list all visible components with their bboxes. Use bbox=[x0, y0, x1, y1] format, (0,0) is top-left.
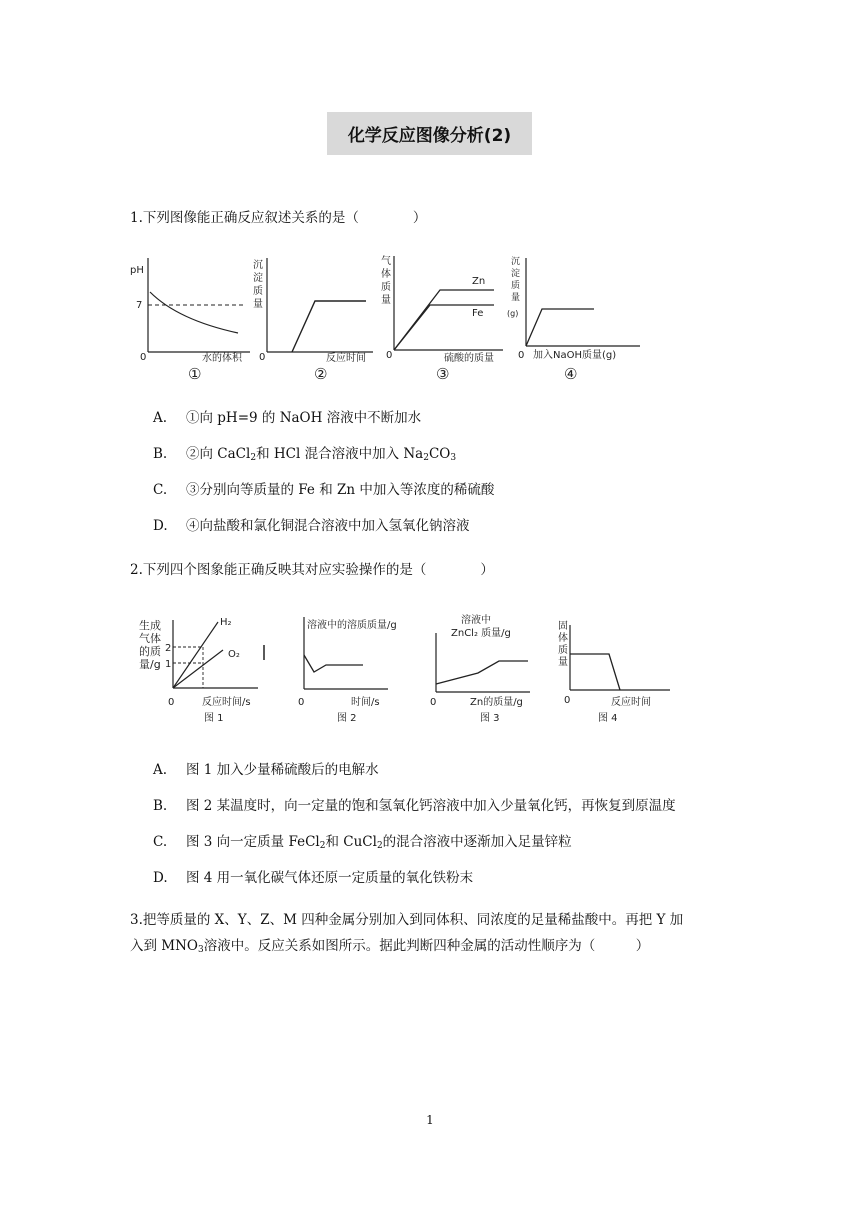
g3-ylabel-2: 质 bbox=[381, 282, 391, 293]
q2g2-xlabel: 时间/s bbox=[351, 697, 380, 708]
q2-graph-3 bbox=[430, 613, 530, 724]
q2g1-ylabel-1: 气体 bbox=[139, 632, 161, 645]
g3-origin: 0 bbox=[386, 350, 393, 361]
q3-line-2 bbox=[130, 933, 730, 959]
q2g1-xlabel: 反应时间/s bbox=[202, 697, 251, 708]
q2g2-ylabel: 溶液中的溶质质量/g bbox=[307, 620, 397, 631]
subscript: 2 bbox=[319, 841, 326, 851]
q2g1-label-h2: H₂ bbox=[220, 617, 232, 628]
subscript: 3 bbox=[450, 453, 457, 463]
option-text-part: 和 HCl 混合溶液中加入 Na bbox=[256, 446, 424, 462]
g3-number: ③ bbox=[436, 365, 450, 383]
option-text-part: ②向 CaCl bbox=[186, 446, 251, 462]
q2g4-caption: 图 4 bbox=[598, 713, 618, 724]
q2-graph-2 bbox=[298, 617, 397, 724]
q2g3-origin: 0 bbox=[430, 697, 437, 708]
q3-line-2-post: 溶液中。反应关系如图所示。据此判断四种金属的活动性顺序为（ ） bbox=[203, 938, 650, 954]
graph-4 bbox=[507, 256, 640, 383]
option-text-part: 和 CuCl bbox=[325, 834, 377, 850]
q2-graph-4 bbox=[558, 620, 670, 724]
q2g3-caption: 图 3 bbox=[480, 713, 500, 724]
g3-xlabel: 硫酸的质量 bbox=[444, 353, 494, 364]
option-letter: C. bbox=[153, 482, 168, 498]
q1-option-a bbox=[153, 408, 421, 428]
q2-option-d bbox=[153, 868, 473, 888]
option-letter: D. bbox=[153, 870, 168, 886]
question-2-figure bbox=[130, 605, 700, 730]
g1-number: ① bbox=[188, 365, 202, 383]
question-3-stem bbox=[130, 907, 730, 959]
g2-ylabel-0: 沉 bbox=[253, 260, 263, 271]
subscript: 2 bbox=[250, 453, 257, 463]
q2g1-label-o2: O₂ bbox=[228, 649, 240, 660]
option-text-part: CO bbox=[428, 446, 451, 462]
g1-origin: 0 bbox=[140, 352, 147, 363]
g3-ylabel-3: 量 bbox=[381, 295, 391, 306]
option-text: 图 4 用一氧化碳气体还原一定质量的氧化铁粉末 bbox=[186, 870, 474, 886]
page-number: 1 bbox=[426, 1113, 434, 1127]
q1-option-c bbox=[153, 480, 494, 500]
subscript: 3 bbox=[198, 945, 204, 955]
g4-origin: 0 bbox=[518, 350, 525, 361]
q2g1-tick-2: 2 bbox=[165, 643, 172, 654]
q2g1-tick-1: 1 bbox=[165, 659, 172, 670]
g1-ytick: 7 bbox=[136, 300, 143, 311]
option-letter: A. bbox=[153, 410, 168, 426]
option-text: ③分别向等质量的 Fe 和 Zn 中加入等浓度的稀硫酸 bbox=[186, 482, 495, 498]
g4-ylabel-1: 淀 bbox=[511, 269, 521, 279]
q2-option-b bbox=[153, 796, 676, 816]
g3-label-fe: Fe bbox=[472, 308, 484, 319]
graph-3 bbox=[381, 255, 503, 383]
g2-xlabel: 反应时间 bbox=[326, 353, 366, 364]
q2g1-ylabel-0: 生成 bbox=[139, 619, 161, 632]
option-text-part: 图 3 向一定质量 FeCl bbox=[186, 834, 320, 850]
q2g1-ylabel-3: 量/g bbox=[139, 658, 161, 671]
q2g4-xlabel: 反应时间 bbox=[611, 697, 651, 708]
q1-option-d bbox=[153, 516, 470, 536]
q2g1-ylabel-2: 的质 bbox=[139, 645, 161, 658]
subscript: 2 bbox=[423, 453, 429, 463]
option-text: ④向盐酸和氯化铜混合溶液中加入氢氧化钠溶液 bbox=[186, 518, 470, 534]
g3-label-zn: Zn bbox=[472, 276, 486, 287]
g2-ylabel-2: 质 bbox=[253, 286, 263, 297]
graph-1 bbox=[130, 258, 250, 383]
g3-ylabel-0: 气 bbox=[381, 256, 391, 267]
option-letter: B. bbox=[153, 446, 168, 462]
g2-origin: 0 bbox=[259, 352, 266, 363]
option-text: 图 1 加入少量稀硫酸后的电解水 bbox=[186, 762, 379, 778]
g4-ylabel-3: 量 bbox=[511, 293, 521, 303]
option-letter: A. bbox=[153, 762, 168, 778]
g1-xlabel: 水的体积 bbox=[202, 353, 242, 364]
question-2-stem: 2.下列四个图象能正确反映其对应实验操作的是（ ） bbox=[130, 562, 494, 578]
q2g4-origin: 0 bbox=[564, 695, 571, 706]
question-1-figure bbox=[128, 248, 648, 386]
q3-line-1: 3.把等质量的 X、Y、Z、M 四种金属分别加入到同体积、同浓度的足量稀盐酸中。再把 Y 加 bbox=[130, 912, 684, 928]
g2-ylabel-1: 淀 bbox=[253, 273, 263, 284]
q2g3-xlabel: Zn的质量/g bbox=[470, 697, 523, 708]
page-title: 化学反应图像分析(2) bbox=[327, 112, 532, 155]
q2g4-ylabel-2: 质 bbox=[558, 645, 568, 656]
option-text: ①向 pH=9 的 NaOH 溶液中不断加水 bbox=[186, 410, 422, 426]
q2-graph-1 bbox=[139, 617, 264, 724]
g4-number: ④ bbox=[564, 365, 578, 383]
option-letter: B. bbox=[153, 798, 168, 814]
g1-ylabel: pH bbox=[130, 265, 144, 276]
q2g4-ylabel-0: 固 bbox=[558, 621, 568, 632]
q2g3-ylabel-1: 溶液中 bbox=[461, 615, 491, 626]
g4-xlabel: 加入NaOH质量(g) bbox=[533, 350, 617, 361]
graph-2 bbox=[253, 258, 373, 383]
q2g4-ylabel-3: 量 bbox=[558, 657, 568, 668]
g3-ylabel-1: 体 bbox=[381, 269, 391, 280]
subscript: 2 bbox=[376, 841, 383, 851]
g4-ylabel-2: 质 bbox=[511, 281, 521, 291]
q2g3-ylabel-2: ZnCl₂ 质量/g bbox=[451, 628, 511, 639]
q3-line-2-pre: 入到 MNO bbox=[130, 938, 198, 954]
q2-option-a bbox=[153, 760, 379, 780]
q2g2-origin: 0 bbox=[298, 697, 305, 708]
g2-number: ② bbox=[314, 365, 328, 383]
option-letter: D. bbox=[153, 518, 168, 534]
q2-option-c bbox=[153, 832, 572, 852]
option-text-part: 的混合溶液中逐渐加入足量锌粒 bbox=[382, 834, 572, 850]
g2-ylabel-3: 量 bbox=[253, 299, 263, 310]
question-1-stem: 1.下列图像能正确反应叙述关系的是（ ） bbox=[130, 210, 427, 226]
option-letter: C. bbox=[153, 834, 168, 850]
option-text: 图 2 某温度时，向一定量的饱和氢氧化钙溶液中加入少量氧化钙，再恢复到原温度 bbox=[186, 798, 676, 814]
q2g4-ylabel-1: 体 bbox=[558, 633, 568, 644]
g4-ylabel-0: 沉 bbox=[511, 257, 521, 267]
g4-ylabel-4: (g) bbox=[507, 309, 519, 318]
q2g1-caption: 图 1 bbox=[204, 713, 224, 724]
q2g1-origin: 0 bbox=[168, 697, 175, 708]
q2g2-caption: 图 2 bbox=[337, 713, 357, 724]
q1-option-b bbox=[153, 444, 456, 464]
